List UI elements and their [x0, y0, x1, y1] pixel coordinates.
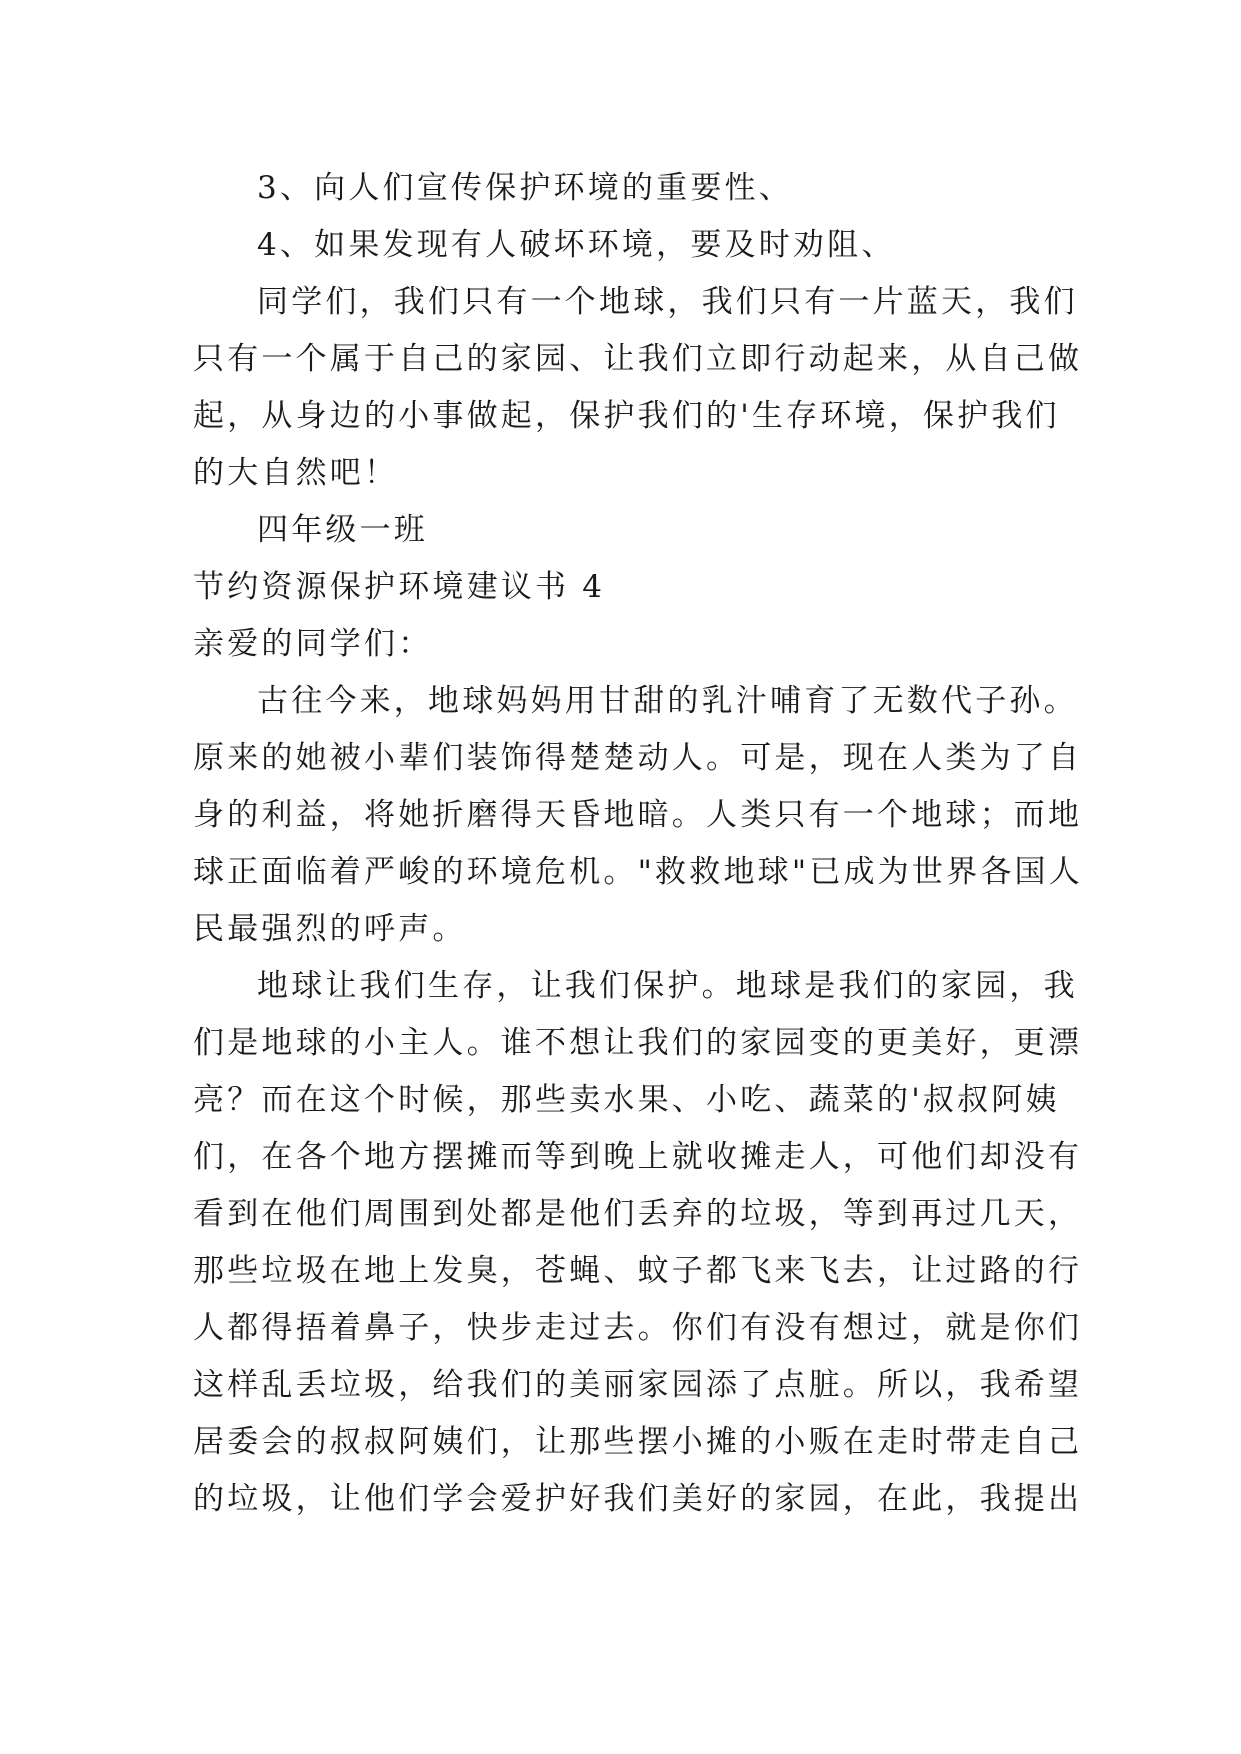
paragraph-line: 球正面临着严峻的环境危机。"救救地球"已成为世界各国人 [193, 854, 1083, 890]
list-item-4: 4、如果发现有人破坏环境，要及时劝阻、 [257, 227, 896, 263]
paragraph-line: 同学们，我们只有一个地球，我们只有一片蓝天，我们 [257, 284, 1078, 320]
paragraph-line: 起，从身边的小事做起，保护我们的'生存环境，保护我们 [193, 398, 1060, 434]
paragraph-line: 原来的她被小辈们装饰得楚楚动人。可是，现在人类为了自 [193, 740, 1083, 776]
paragraph-line: 那些垃圾在地上发臭，苍蝇、蚊子都飞来飞去，让过路的行 [193, 1253, 1083, 1289]
paragraph-line: 人都得捂着鼻子，快步走过去。你们有没有想过，就是你们 [193, 1310, 1083, 1346]
paragraph-line: 地球让我们生存，让我们保护。地球是我们的家园，我 [257, 968, 1078, 1004]
section-title: 节约资源保护环境建议书 4 [193, 569, 606, 605]
paragraph-line: 们是地球的小主人。谁不想让我们的家园变的更美好，更漂 [193, 1025, 1083, 1061]
paragraph-line: 的大自然吧！ [193, 455, 399, 491]
paragraph-line: 的垃圾，让他们学会爱护好我们美好的家园，在此，我提出 [193, 1481, 1083, 1517]
paragraph-line: 身的利益，将她折磨得天昏地暗。人类只有一个地球；而地 [193, 797, 1083, 833]
list-item-3: 3、向人们宣传保护环境的重要性、 [257, 170, 793, 206]
paragraph-line: 民最强烈的呼声。 [193, 911, 467, 947]
paragraph-line: 这样乱丢垃圾，给我们的美丽家园添了点脏。所以，我希望 [193, 1367, 1083, 1403]
paragraph-line: 只有一个属于自己的家园、让我们立即行动起来，从自己做 [193, 341, 1083, 377]
salutation: 亲爱的同学们： [193, 626, 433, 662]
paragraph-line: 古往今来，地球妈妈用甘甜的乳汁哺育了无数代子孙。 [257, 683, 1078, 719]
paragraph-line: 们，在各个地方摆摊而等到晚上就收摊走人，可他们却没有 [193, 1139, 1083, 1175]
paragraph-line: 看到在他们周围到处都是他们丢弃的垃圾，等到再过几天， [193, 1196, 1083, 1232]
paragraph-line: 居委会的叔叔阿姨们，让那些摆小摊的小贩在走时带走自己 [193, 1424, 1083, 1460]
paragraph-line: 亮？而在这个时候，那些卖水果、小吃、蔬菜的'叔叔阿姨 [193, 1082, 1060, 1118]
signature-class: 四年级一班 [257, 512, 428, 548]
